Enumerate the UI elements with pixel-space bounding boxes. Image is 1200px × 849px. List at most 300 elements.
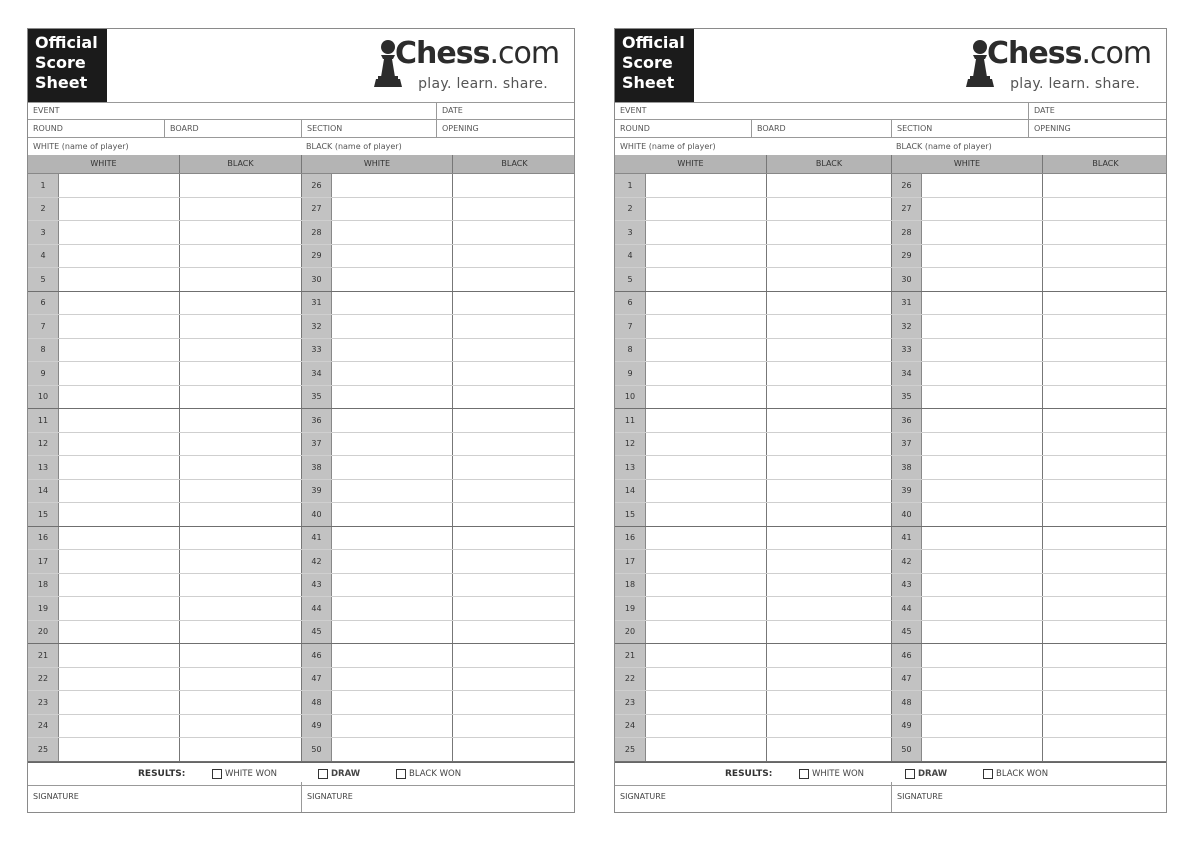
white-move-cell[interactable]	[332, 409, 452, 432]
black-won-checkbox[interactable]	[396, 768, 461, 780]
move-number: 24	[28, 715, 59, 738]
black-move-cell[interactable]	[179, 362, 301, 385]
white-move-cell[interactable]	[922, 550, 1042, 573]
round-field[interactable]: ROUND	[620, 124, 650, 133]
white-move-cell[interactable]	[646, 550, 766, 573]
move-number: 30	[301, 268, 332, 291]
black-move-cell[interactable]	[179, 409, 301, 432]
black-move-cell[interactable]	[766, 621, 891, 644]
move-row	[615, 574, 1166, 598]
signature-white-field[interactable]: SIGNATURE	[33, 792, 79, 801]
white-move-cell[interactable]	[59, 315, 179, 338]
white-move-cell[interactable]	[332, 527, 452, 550]
white-move-cell[interactable]	[922, 574, 1042, 597]
black-move-cell[interactable]	[766, 221, 891, 244]
black-move-cell[interactable]	[1042, 362, 1166, 385]
checkbox-square[interactable]	[905, 769, 915, 779]
white-move-cell[interactable]	[922, 691, 1042, 714]
black-move-cell[interactable]	[1042, 715, 1166, 738]
black-move-cell[interactable]	[452, 574, 574, 597]
black-move-cell[interactable]	[1042, 691, 1166, 714]
move-number: 2	[615, 198, 646, 221]
white-move-cell[interactable]	[646, 456, 766, 479]
black-move-cell[interactable]	[766, 245, 891, 268]
white-move-cell[interactable]	[332, 386, 452, 409]
white-move-cell[interactable]	[59, 386, 179, 409]
move-number: 40	[891, 503, 922, 526]
white-move-cell[interactable]	[59, 715, 179, 738]
white-move-cell[interactable]	[59, 503, 179, 526]
black-move-cell[interactable]	[452, 433, 574, 456]
results-label: RESULTS:	[725, 768, 773, 779]
black-move-cell[interactable]	[452, 198, 574, 221]
black-move-cell[interactable]	[179, 715, 301, 738]
move-number: 49	[301, 715, 332, 738]
move-number: 23	[615, 691, 646, 714]
black-move-cell[interactable]	[452, 221, 574, 244]
black-move-cell[interactable]	[1042, 315, 1166, 338]
white-move-cell[interactable]	[332, 621, 452, 644]
move-row	[615, 456, 1166, 480]
date-field[interactable]: DATE	[436, 102, 576, 119]
white-move-cell[interactable]	[59, 456, 179, 479]
black-move-cell[interactable]	[452, 738, 574, 761]
white-move-cell[interactable]	[646, 715, 766, 738]
white-move-cell[interactable]	[332, 691, 452, 714]
black-move-cell[interactable]	[1042, 339, 1166, 362]
move-row	[28, 668, 574, 692]
white-move-cell[interactable]	[59, 198, 179, 221]
title-line: Official	[622, 33, 685, 52]
move-row	[615, 527, 1166, 551]
move-number: 26	[891, 174, 922, 197]
black-move-cell[interactable]	[179, 198, 301, 221]
black-move-cell[interactable]	[452, 386, 574, 409]
white-move-cell[interactable]	[646, 362, 766, 385]
black-move-cell[interactable]	[179, 433, 301, 456]
white-move-cell[interactable]	[332, 480, 452, 503]
white-move-cell[interactable]	[59, 245, 179, 268]
move-number: 22	[28, 668, 59, 691]
black-move-cell[interactable]	[179, 174, 301, 197]
black-move-cell[interactable]	[766, 409, 891, 432]
white-won-checkbox[interactable]	[799, 768, 864, 780]
move-row	[28, 550, 574, 574]
white-move-cell[interactable]	[59, 668, 179, 691]
white-move-cell[interactable]	[646, 315, 766, 338]
move-number: 29	[891, 245, 922, 268]
black-move-cell[interactable]	[766, 456, 891, 479]
white-move-cell[interactable]	[922, 268, 1042, 291]
white-move-cell[interactable]	[922, 198, 1042, 221]
white-move-cell[interactable]	[332, 433, 452, 456]
black-move-cell[interactable]	[452, 527, 574, 550]
black-move-cell[interactable]	[1042, 597, 1166, 620]
white-move-cell[interactable]	[646, 574, 766, 597]
move-number: 20	[28, 621, 59, 644]
date-field[interactable]: DATE	[1028, 102, 1168, 119]
white-move-cell[interactable]	[59, 527, 179, 550]
black-move-cell[interactable]	[179, 245, 301, 268]
move-number: 11	[28, 409, 59, 432]
white-move-cell[interactable]	[646, 409, 766, 432]
black-move-cell[interactable]	[1042, 668, 1166, 691]
black-move-cell[interactable]	[1042, 245, 1166, 268]
white-move-cell[interactable]	[646, 174, 766, 197]
black-move-cell[interactable]	[766, 174, 891, 197]
white-move-cell[interactable]	[332, 668, 452, 691]
move-row	[615, 621, 1166, 645]
move-row	[28, 433, 574, 457]
checkbox-square[interactable]	[212, 769, 222, 779]
white-move-cell[interactable]	[332, 268, 452, 291]
col-black-left: BLACK	[766, 155, 891, 173]
black-move-cell[interactable]	[766, 503, 891, 526]
black-move-cell[interactable]	[452, 174, 574, 197]
black-move-cell[interactable]	[452, 339, 574, 362]
black-move-cell[interactable]	[452, 691, 574, 714]
white-move-cell[interactable]	[59, 292, 179, 315]
black-move-cell[interactable]	[179, 268, 301, 291]
white-move-cell[interactable]	[332, 221, 452, 244]
black-move-cell[interactable]	[452, 409, 574, 432]
move-number: 18	[28, 574, 59, 597]
black-move-cell[interactable]	[179, 339, 301, 362]
white-move-cell[interactable]	[922, 315, 1042, 338]
move-row	[28, 268, 574, 292]
section-field[interactable]: SECTION	[891, 120, 1028, 137]
white-move-cell[interactable]	[646, 386, 766, 409]
white-move-cell[interactable]	[332, 738, 452, 761]
black-move-cell[interactable]	[1042, 644, 1166, 667]
move-row	[615, 174, 1166, 198]
players-row	[615, 138, 1166, 156]
white-move-cell[interactable]	[646, 480, 766, 503]
black-move-cell[interactable]	[179, 456, 301, 479]
black-move-cell[interactable]	[452, 597, 574, 620]
black-move-cell[interactable]	[179, 503, 301, 526]
logo-tagline: play. learn. share.	[1010, 76, 1140, 92]
opening-field[interactable]: OPENING	[436, 120, 576, 137]
black-move-cell[interactable]	[1042, 738, 1166, 761]
black-move-cell[interactable]	[1042, 174, 1166, 197]
white-move-cell[interactable]	[922, 668, 1042, 691]
logo-domain: .com	[489, 36, 560, 71]
black-move-cell[interactable]	[452, 621, 574, 644]
move-row	[28, 292, 574, 316]
black-move-cell[interactable]	[1042, 503, 1166, 526]
white-move-cell[interactable]	[922, 503, 1042, 526]
white-move-cell[interactable]	[922, 456, 1042, 479]
black-player-field[interactable]: BLACK (name of player)	[896, 142, 992, 151]
white-move-cell[interactable]	[646, 503, 766, 526]
white-move-cell[interactable]	[332, 174, 452, 197]
move-row	[615, 221, 1166, 245]
white-move-cell[interactable]	[922, 480, 1042, 503]
black-move-cell[interactable]	[179, 597, 301, 620]
signature-row	[28, 782, 574, 812]
black-move-cell[interactable]	[1042, 198, 1166, 221]
black-move-cell[interactable]	[766, 574, 891, 597]
black-move-cell[interactable]	[179, 668, 301, 691]
black-move-cell[interactable]	[179, 550, 301, 573]
white-player-field[interactable]: WHITE (name of player)	[620, 142, 716, 151]
move-row	[28, 198, 574, 222]
event-field[interactable]: EVENT	[33, 106, 60, 115]
opening-field[interactable]: OPENING	[1028, 120, 1168, 137]
black-move-cell[interactable]	[766, 198, 891, 221]
white-move-cell[interactable]	[646, 668, 766, 691]
white-move-cell[interactable]	[922, 597, 1042, 620]
move-row	[28, 503, 574, 527]
white-move-cell[interactable]	[59, 738, 179, 761]
white-move-cell[interactable]	[59, 597, 179, 620]
move-row	[28, 621, 574, 645]
white-move-cell[interactable]	[646, 221, 766, 244]
white-move-cell[interactable]	[922, 644, 1042, 667]
white-move-cell[interactable]	[59, 621, 179, 644]
move-row	[28, 362, 574, 386]
black-move-cell[interactable]	[766, 362, 891, 385]
event-field[interactable]: EVENT	[620, 106, 647, 115]
move-number: 35	[301, 386, 332, 409]
col-black-left: BLACK	[179, 155, 301, 173]
white-move-cell[interactable]	[646, 597, 766, 620]
white-move-cell[interactable]	[332, 597, 452, 620]
black-move-cell[interactable]	[1042, 409, 1166, 432]
white-move-cell[interactable]	[59, 409, 179, 432]
black-move-cell[interactable]	[452, 480, 574, 503]
move-number: 26	[301, 174, 332, 197]
signature-black-field[interactable]: SIGNATURE	[891, 782, 1168, 812]
white-move-cell[interactable]	[646, 621, 766, 644]
black-move-cell[interactable]	[179, 315, 301, 338]
black-move-cell[interactable]	[179, 574, 301, 597]
black-move-cell[interactable]	[766, 550, 891, 573]
white-move-cell[interactable]	[59, 268, 179, 291]
white-won-checkbox[interactable]	[212, 768, 277, 780]
white-move-cell[interactable]	[922, 362, 1042, 385]
checkbox-square[interactable]	[318, 769, 328, 779]
black-move-cell[interactable]	[766, 597, 891, 620]
black-move-cell[interactable]	[179, 292, 301, 315]
black-move-cell[interactable]	[179, 221, 301, 244]
black-move-cell[interactable]	[766, 691, 891, 714]
move-number: 44	[891, 597, 922, 620]
black-move-cell[interactable]	[1042, 480, 1166, 503]
black-move-cell[interactable]	[179, 691, 301, 714]
signature-white-field[interactable]: SIGNATURE	[620, 792, 666, 801]
black-move-cell[interactable]	[1042, 386, 1166, 409]
white-move-cell[interactable]	[922, 527, 1042, 550]
black-move-cell[interactable]	[179, 644, 301, 667]
black-move-cell[interactable]	[452, 715, 574, 738]
black-move-cell[interactable]	[766, 668, 891, 691]
white-move-cell[interactable]	[922, 292, 1042, 315]
black-move-cell[interactable]	[179, 738, 301, 761]
move-row	[615, 362, 1166, 386]
white-move-cell[interactable]	[332, 198, 452, 221]
move-number: 15	[615, 503, 646, 526]
white-move-cell[interactable]	[332, 339, 452, 362]
white-move-cell[interactable]	[59, 691, 179, 714]
black-move-cell[interactable]	[766, 268, 891, 291]
move-number: 27	[891, 198, 922, 221]
move-number: 32	[891, 315, 922, 338]
black-move-cell[interactable]	[179, 386, 301, 409]
white-move-cell[interactable]	[646, 527, 766, 550]
white-move-cell[interactable]	[646, 245, 766, 268]
move-number: 42	[891, 550, 922, 573]
black-player-field[interactable]: BLACK (name of player)	[306, 142, 402, 151]
white-move-cell[interactable]	[922, 409, 1042, 432]
black-move-cell[interactable]	[766, 644, 891, 667]
moves-column-header	[615, 155, 1166, 174]
round-field[interactable]: ROUND	[33, 124, 63, 133]
white-move-cell[interactable]	[59, 644, 179, 667]
black-move-cell[interactable]	[1042, 292, 1166, 315]
white-move-cell[interactable]	[59, 574, 179, 597]
black-move-cell[interactable]	[452, 362, 574, 385]
move-number: 21	[28, 644, 59, 667]
black-move-cell[interactable]	[1042, 433, 1166, 456]
white-move-cell[interactable]	[59, 174, 179, 197]
black-move-cell[interactable]	[766, 315, 891, 338]
move-number: 33	[301, 339, 332, 362]
move-number: 15	[28, 503, 59, 526]
black-move-cell[interactable]	[766, 339, 891, 362]
black-move-cell[interactable]	[452, 292, 574, 315]
white-move-cell[interactable]	[59, 550, 179, 573]
move-number: 47	[301, 668, 332, 691]
black-move-cell[interactable]	[766, 715, 891, 738]
white-move-cell[interactable]	[646, 644, 766, 667]
move-number: 31	[301, 292, 332, 315]
checkbox-square[interactable]	[799, 769, 809, 779]
black-move-cell[interactable]	[766, 433, 891, 456]
white-move-cell[interactable]	[646, 691, 766, 714]
move-number: 49	[891, 715, 922, 738]
white-move-cell[interactable]	[922, 386, 1042, 409]
black-move-cell[interactable]	[452, 268, 574, 291]
white-move-cell[interactable]	[332, 315, 452, 338]
white-move-cell[interactable]	[332, 292, 452, 315]
white-move-cell[interactable]	[646, 339, 766, 362]
move-number: 17	[615, 550, 646, 573]
white-move-cell[interactable]	[922, 715, 1042, 738]
white-move-cell[interactable]	[332, 644, 452, 667]
black-move-cell[interactable]	[1042, 621, 1166, 644]
white-move-cell[interactable]	[59, 433, 179, 456]
white-move-cell[interactable]	[922, 245, 1042, 268]
white-move-cell[interactable]	[646, 292, 766, 315]
white-move-cell[interactable]	[922, 339, 1042, 362]
black-move-cell[interactable]	[766, 527, 891, 550]
white-player-field[interactable]: WHITE (name of player)	[33, 142, 129, 151]
black-move-cell[interactable]	[766, 738, 891, 761]
move-number: 25	[615, 738, 646, 761]
moves-grid	[615, 174, 1166, 762]
black-move-cell[interactable]	[452, 245, 574, 268]
draw-checkbox[interactable]	[318, 768, 360, 780]
col-white-right: WHITE	[301, 155, 452, 173]
move-number: 3	[615, 221, 646, 244]
black-move-cell[interactable]	[1042, 550, 1166, 573]
white-move-cell[interactable]	[332, 456, 452, 479]
black-move-cell[interactable]	[1042, 221, 1166, 244]
black-move-cell[interactable]	[452, 456, 574, 479]
white-move-cell[interactable]	[922, 433, 1042, 456]
moves-grid	[28, 174, 574, 762]
white-move-cell[interactable]	[332, 550, 452, 573]
board-field[interactable]: BOARD	[164, 120, 301, 137]
white-move-cell[interactable]	[922, 174, 1042, 197]
white-move-cell[interactable]	[922, 221, 1042, 244]
white-move-cell[interactable]	[332, 715, 452, 738]
black-move-cell[interactable]	[452, 503, 574, 526]
move-number: 25	[28, 738, 59, 761]
black-won-checkbox[interactable]	[983, 768, 1048, 780]
white-move-cell[interactable]	[332, 362, 452, 385]
black-move-cell[interactable]	[766, 480, 891, 503]
white-move-cell[interactable]	[646, 198, 766, 221]
round-row	[615, 120, 1166, 138]
white-move-cell[interactable]	[332, 503, 452, 526]
move-number: 7	[28, 315, 59, 338]
white-move-cell[interactable]	[922, 738, 1042, 761]
checkbox-square[interactable]	[396, 769, 406, 779]
move-row	[28, 174, 574, 198]
score-sheet-1	[27, 28, 575, 813]
white-move-cell[interactable]	[59, 221, 179, 244]
draw-checkbox[interactable]	[905, 768, 947, 780]
move-row	[28, 738, 574, 762]
black-move-cell[interactable]	[766, 386, 891, 409]
black-move-cell[interactable]	[1042, 527, 1166, 550]
white-move-cell[interactable]	[646, 268, 766, 291]
move-row	[28, 480, 574, 504]
move-number: 45	[891, 621, 922, 644]
black-move-cell[interactable]	[452, 668, 574, 691]
white-move-cell[interactable]	[332, 245, 452, 268]
black-move-cell[interactable]	[452, 315, 574, 338]
white-move-cell[interactable]	[332, 574, 452, 597]
white-move-cell[interactable]	[922, 621, 1042, 644]
black-move-cell[interactable]	[179, 527, 301, 550]
black-move-cell[interactable]	[1042, 456, 1166, 479]
board-field[interactable]: BOARD	[751, 120, 891, 137]
black-move-cell[interactable]	[452, 644, 574, 667]
move-row	[615, 409, 1166, 433]
white-move-cell[interactable]	[59, 480, 179, 503]
black-move-cell[interactable]	[452, 550, 574, 573]
white-move-cell[interactable]	[59, 362, 179, 385]
black-move-cell[interactable]	[1042, 574, 1166, 597]
section-field[interactable]: SECTION	[301, 120, 436, 137]
move-number: 28	[301, 221, 332, 244]
white-move-cell[interactable]	[646, 738, 766, 761]
black-move-cell[interactable]	[179, 480, 301, 503]
white-move-cell[interactable]	[646, 433, 766, 456]
checkbox-square[interactable]	[983, 769, 993, 779]
black-move-cell[interactable]	[766, 292, 891, 315]
white-move-cell[interactable]	[59, 339, 179, 362]
signature-black-field[interactable]: SIGNATURE	[301, 782, 576, 812]
move-number: 31	[891, 292, 922, 315]
black-move-cell[interactable]	[1042, 268, 1166, 291]
signature-row	[615, 782, 1166, 812]
black-move-cell[interactable]	[179, 621, 301, 644]
